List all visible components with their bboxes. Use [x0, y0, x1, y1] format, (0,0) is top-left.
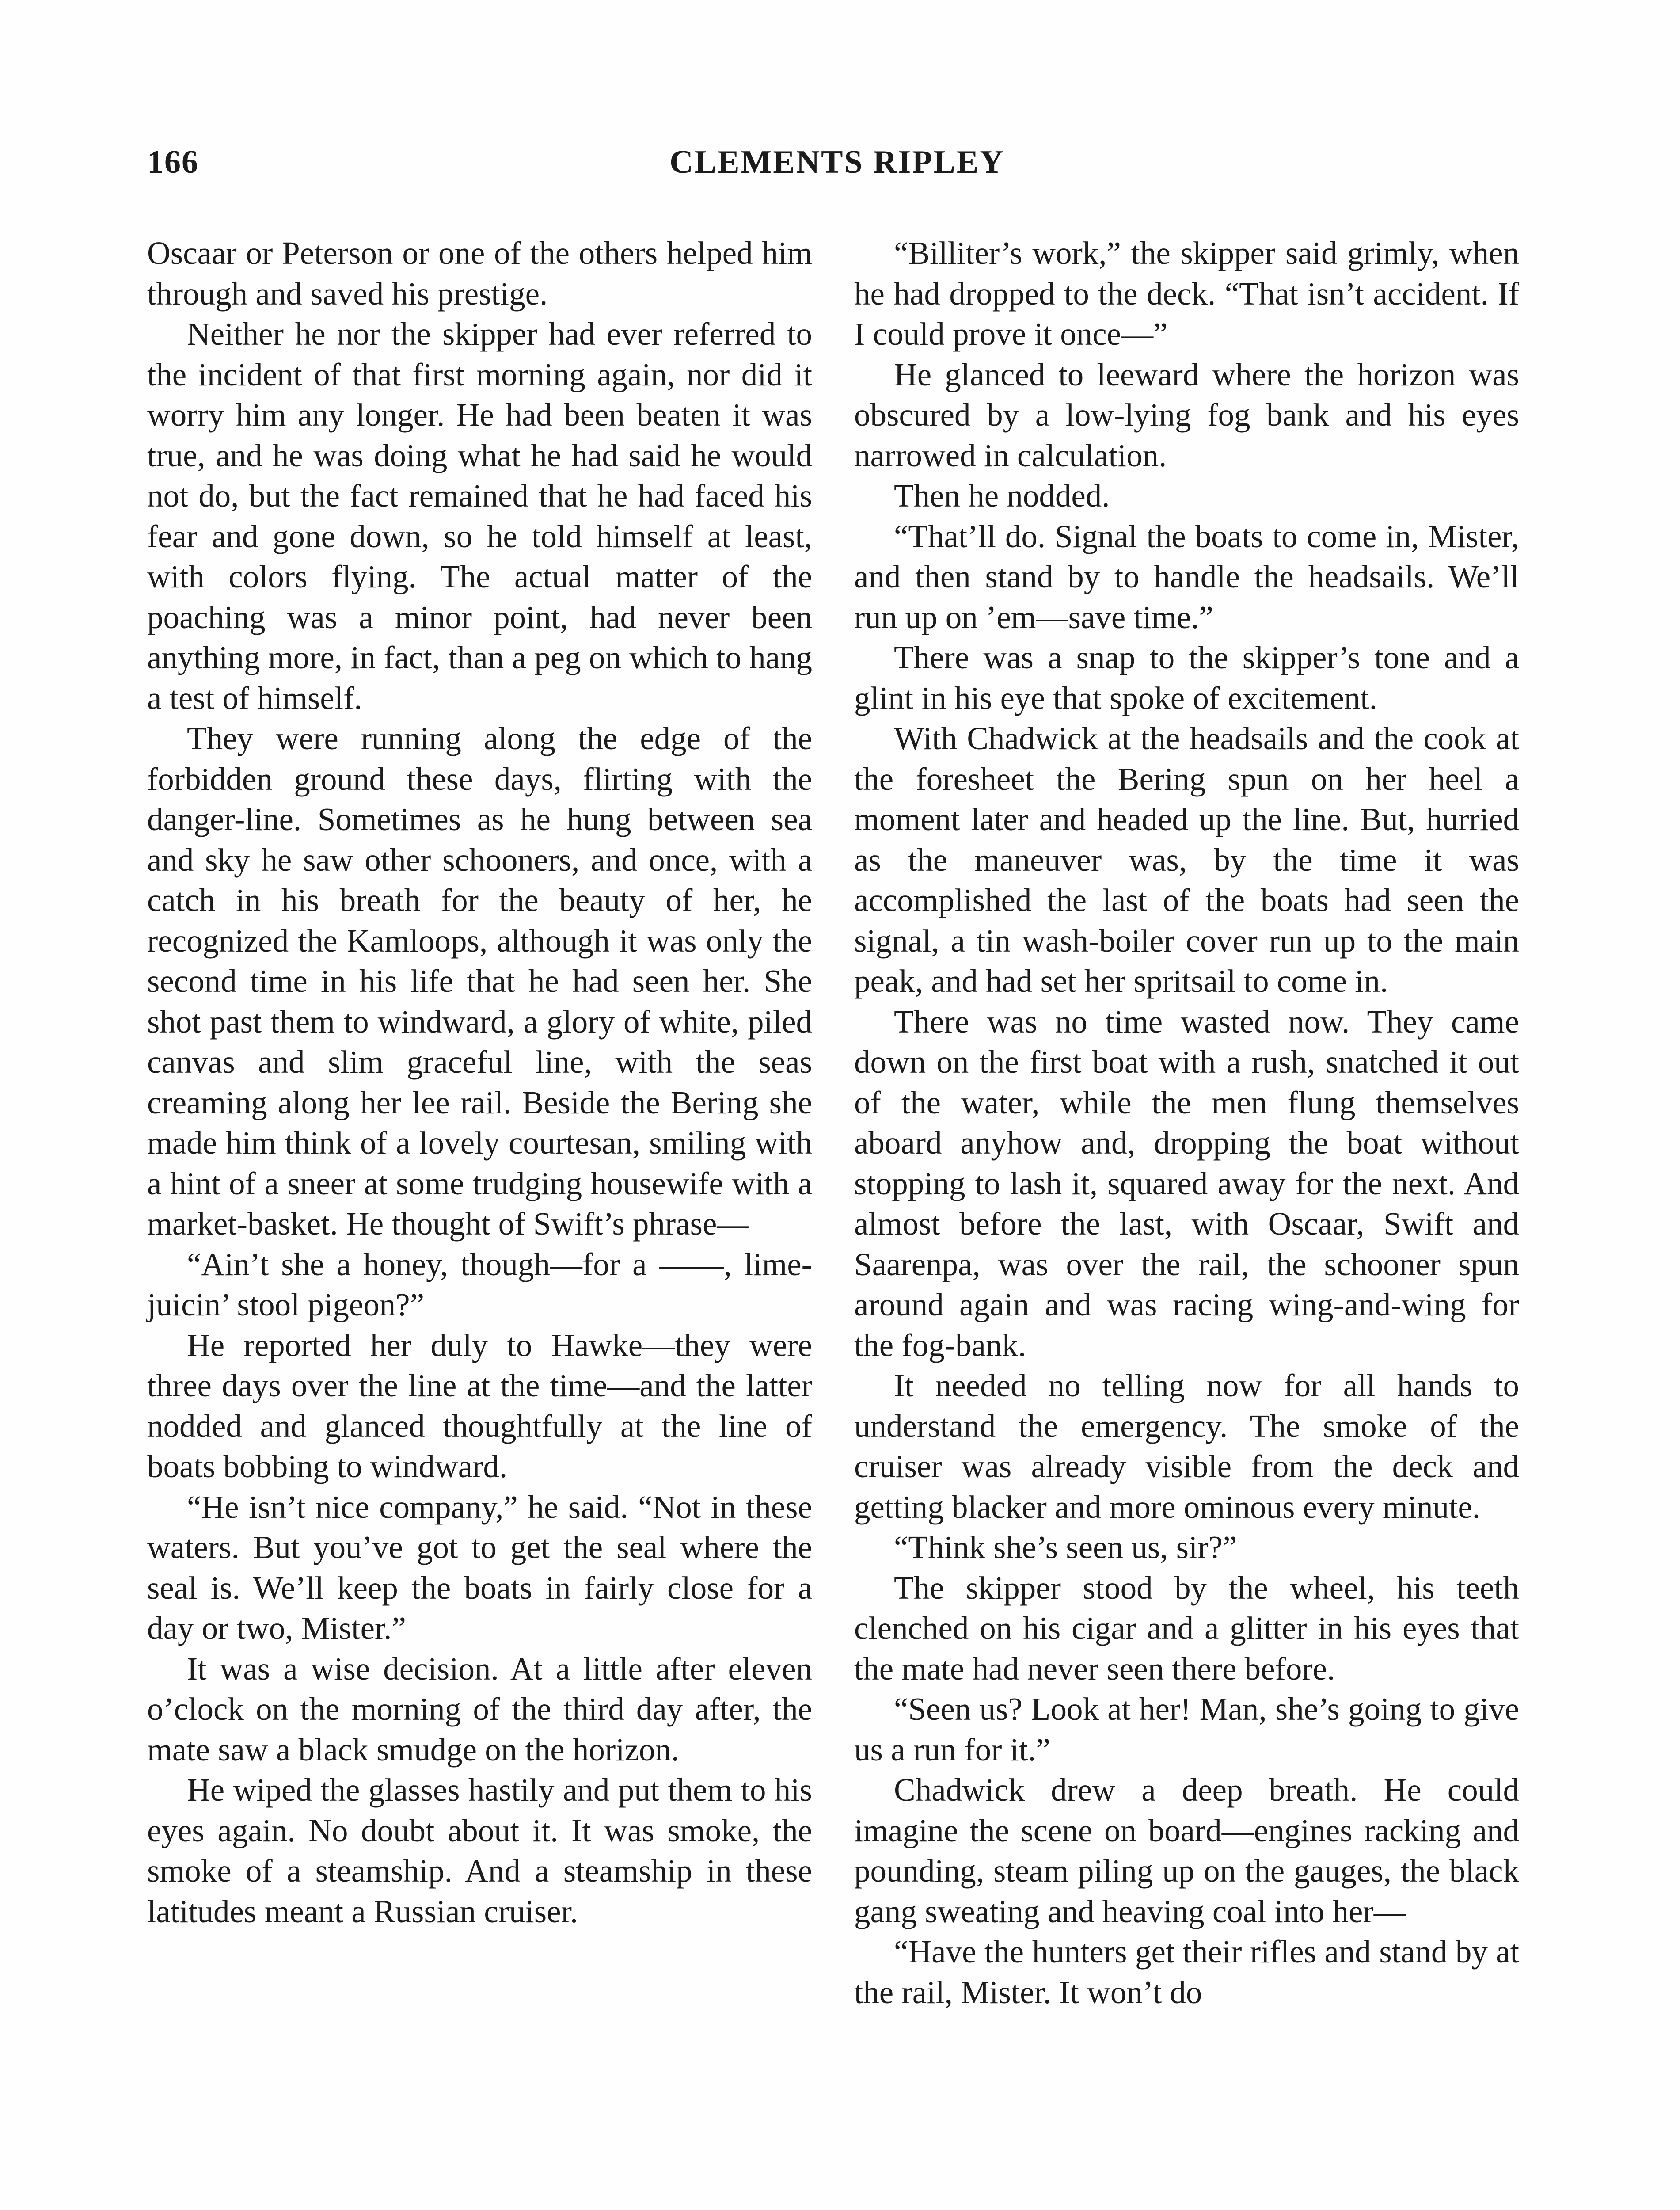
paragraph: He glanced to leeward where the horizon was obscured by a low-lying fog bank and his eyes narrowed in calculation.	[854, 356, 1519, 473]
paragraph: “Think she’s seen us, sir?”	[894, 1529, 1237, 1565]
paragraph: “Ain’t she a honey, though—for a ——, lime-juicin’ stool pigeon?”	[147, 1246, 812, 1322]
paragraph: It was a wise decision. At a little after eleven o’clock on the morning of the third day after, the mate saw a black smudge on the horizon.	[147, 1650, 812, 1768]
paragraph: “That’ll do. Signal the boats to come in, Mister, and then stand by to handle the headsails. We’ll run up on ’em—save time.”	[854, 518, 1519, 635]
paragraph: The skipper stood by the wheel, his teeth clenched on his cigar and a glitter in his eyes that the mate had never seen there before.	[854, 1570, 1519, 1687]
paragraph: He wiped the glasses hastily and put them to his eyes again. No doubt about it. It was smoke, the smoke of a steamship. And a steamship in these latitudes meant a Russian cruiser.	[147, 1772, 812, 1929]
paragraph: They were running along the edge of the forbidden ground these days, flirting with the danger-line. Sometimes as he hung between sea and sky he saw other schooners, and once, with a catch in his breath for the beauty of her, he recognized the Kamloops, although it was only the second time in his life that he had seen her. She shot past them to windward, a glory of white, piled canvas and slim graceful line, with the seas creaming along her lee rail. Beside the Bering she made him think of a lovely courtesan, smiling with a hint of a sneer at some trudging housewife with a market-basket. He thought of Swift’s phrase—	[147, 720, 812, 1242]
paragraph: “Billiter’s work,” the skipper said grimly, when he had dropped to the deck. “That isn’t accident. If I could prove it once—”	[854, 235, 1519, 352]
paragraph: With Chadwick at the headsails and the cook at the foresheet the Bering spun on her heel a moment later and headed up the line. But, hurried as the maneuver was, by the time it was accomplished the last of the boats had seen the signal, a tin wash-boiler cover run up to the main peak, and had set her spritsail to come in.	[854, 720, 1519, 999]
page-number: 166	[147, 144, 199, 180]
paragraph: He reported her duly to Hawke—they were three days over the line at the time—and the latter nodded and glanced thoughtfully at the line of boats bobbing to windward.	[147, 1327, 812, 1484]
paragraph: Oscaar or Peterson or one of the others helped him through and saved his prestige.	[147, 235, 812, 312]
running-head: CLEMENTS RIPLEY	[669, 144, 1005, 180]
left-column	[147, 233, 812, 1932]
paragraph: “Have the hunters get their rifles and stand by at the rail, Mister. It won’t do	[854, 1934, 1519, 2010]
paragraph: Neither he nor the skipper had ever referred to the incident of that first morning again, nor did it worry him any longer. He had been beaten it was true, and he was doing what he had said he would not do, but the fact remained that he had faced his fear and gone down, so he told himself at least, with colors flying. The actual matter of the poaching was a minor point, had never been anything more, in fact, than a peg on which to hang a test of himself.	[147, 316, 812, 716]
paragraph: There was a snap to the skipper’s tone and a glint in his eye that spoke of excitement.	[854, 640, 1519, 716]
paragraph: Then he nodded.	[894, 478, 1110, 514]
paragraph: There was no time wasted now. They came down on the first boat with a rush, snatched it out of the water, while the men flung themselves aboard anyhow and, dropping the boat without stopping to lash it, squared away for the next. And almost before the last, with Oscaar, Swift and Saarenpa, was over the rail, the schooner spun around again and was racing wing-and-wing for the fog-bank.	[854, 1003, 1519, 1363]
right-column	[854, 233, 1519, 2012]
paragraph: “He isn’t nice company,” he said. “Not in these waters. But you’ve got to get the seal where the seal is. We’ll keep the boats in fairly close for a day or two, Mister.”	[147, 1489, 812, 1646]
page-header	[147, 144, 1527, 192]
paragraph: Chadwick drew a deep breath. He could imagine the scene on board—engines racking and pounding, steam piling up on the gauges, the black gang sweating and heaving coal into her—	[854, 1772, 1519, 1929]
paragraph: “Seen us? Look at her! Man, she’s going to give us a run for it.”	[854, 1691, 1519, 1768]
paragraph: It needed no telling now for all hands to understand the emergency. The smoke of the cruiser was already visible from the deck and getting blacker and more ominous every minute.	[854, 1368, 1519, 1525]
